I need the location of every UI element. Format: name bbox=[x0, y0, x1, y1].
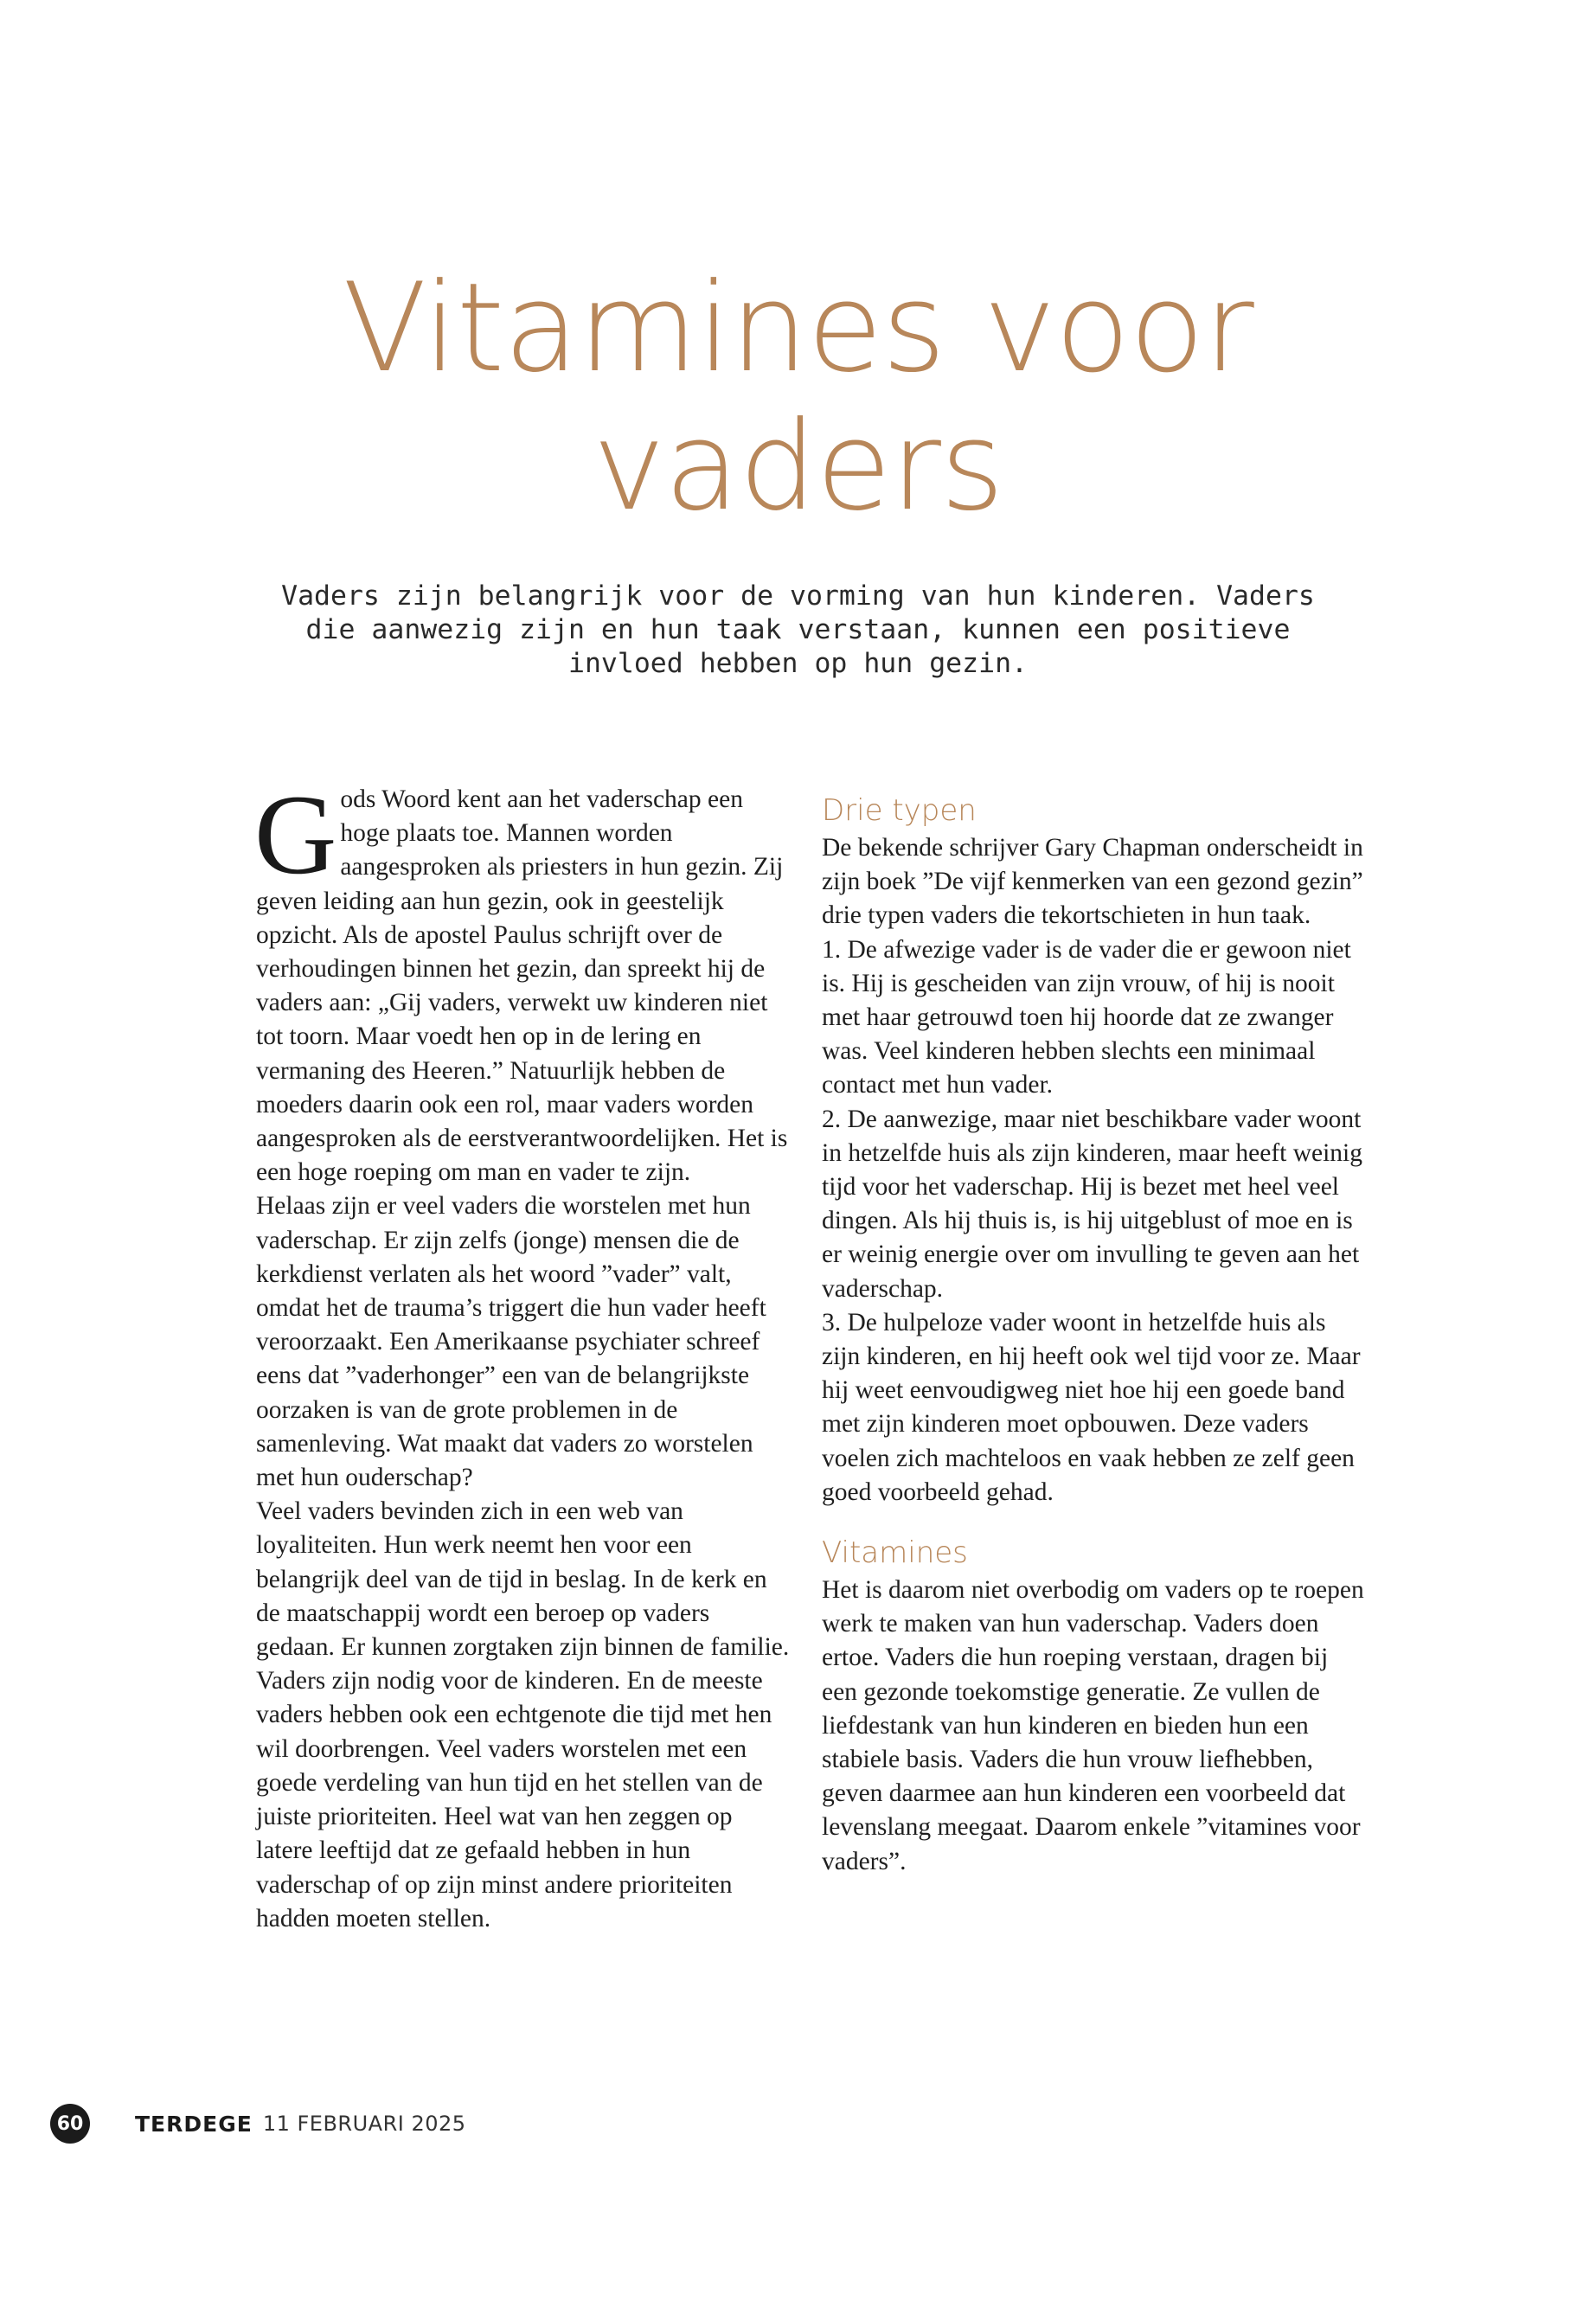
body-paragraph-2: Helaas zijn er veel vaders die worstelen met hun vaderschap. Er zijn zelfs (jonge) mensen die de kerkdienst verlaten als het woord ”vader” valt, omdat het de trauma’s triggert die hun vader heeft veroorzaakt. Een Amerikaanse psychiater schreef eens dat ”vaderhonger” een van de belangrijkste oorzaken is van de grote problemen in de samenleving. Wat maakt dat vaders zo worstelen met hun ouderschap? bbox=[256, 1192, 766, 1492]
list-item-hulpeloze-vader: 3. De hulpeloze vader woont in hetzelfde huis als zijn kinderen, en hij heeft ook wel tijd voor ze. Maar hij weet eenvoudigweg niet hoe hij een goede band met zijn kinderen moet opbouwen. Deze vaders voelen zich machteloos en vaak hebben ze zelf geen goed voorbeeld gehad. bbox=[822, 1308, 1361, 1506]
body-paragraph-3: Veel vaders bevinden zich in een web van loyaliteiten. Hun werk neemt hen voor een belangrijk deel van de tijd in beslag. In de kerk en de maatschappij wordt een beroep op vaders gedaan. Er kunnen zorgtaken zijn binnen de familie. Vaders zijn nodig voor de kinderen. En de meeste vaders hebben ook een echtgenote die tijd met hen wil doorbrengen. Veel vaders worstelen met een goede verdeling van hun tijd en het stellen van de juiste prioriteiten. Heel wat van hen zeggen op latere leeftijd dat ze gefaald hebben in hun vaderschap of op zijn minst andere prioriteiten hadden moeten stellen. bbox=[256, 1497, 790, 1932]
list-item-niet-beschikbare-vader: 2. De aanwezige, maar niet beschikbare vader woont in hetzelfde huis als zijn kinderen, maar heeft weinig tijd voor het vaderschap. Hij is bezet met heel veel dingen. Als hij thuis is, is hij uitgeblust of moe en is er weinig energie over om invulling te geven aan het vaderschap. bbox=[822, 1105, 1363, 1303]
drop-cap: G bbox=[254, 771, 337, 898]
body-paragraph-1-text: ods Woord kent aan het vaderschap een hoge plaats toe. Mannen worden aangesproken als priesters in hun gezin. Zij geven leiding aan hun gezin, ook in geestelijk opzicht. Als de apostel Paulus schrijft over de verhoudingen binnen het gezin, dan spreekt hij de vaders aan: „Gij vaders, verwekt uw kinderen niet tot toorn. Maar voedt hen op in de lering en vermaning des Heeren.” Natuurlijk hebben de moeders daarin ook een rol, maar vaders worden aangesproken als de eerstverantwoordelijken. Het is een hoge roeping om man en vader te zijn. bbox=[256, 785, 788, 1187]
subheading-vitamines: Vitamines bbox=[822, 1535, 968, 1571]
article-title-line-1: Vitamines voor bbox=[343, 257, 1253, 400]
left-column bbox=[254, 771, 791, 1936]
body-paragraph-5: Het is daarom niet overbodig om vaders op te roepen werk te maken van hun vaderschap. Vaders doen ertoe. Vaders die hun roeping verstaan, dragen bij een gezonde toekomstige generatie. Ze vullen de liefdestank van hun kinderen en bieden hun een stabiele basis. Vaders die hun vrouw liefhebben, geven daarmee aan hun kinderen een voorbeeld dat levenslang meegaat. Daarom enkele ”vitamines voor vaders”. bbox=[822, 1576, 1364, 1875]
body-paragraph-4: De bekende schrijver Gary Chapman onderscheidt in zijn boek ”De vijf kenmerken van een gezond gezin” drie typen vaders die tekortschieten in hun taak. bbox=[822, 834, 1363, 930]
page-footer bbox=[50, 2104, 466, 2144]
article-title-line-2: vaders bbox=[593, 395, 1003, 538]
list-item-afwezige-vader: 1. De afwezige vader is de vader die er gewoon niet is. Hij is gescheiden van zijn vrouw, of hij is nooit met haar getrouwd toen hij hoorde dat ze zwanger was. Veel kinderen hebben slechts een minimaal contact met hun vader. bbox=[822, 935, 1351, 1099]
article-intro: Vaders zijn belangrijk voor de vorming van hun kinderen. Vaders die aanwezig zijn en hun taak verstaan, kunnen een positieve invloed hebben op hun gezin. bbox=[281, 580, 1315, 679]
article-title bbox=[0, 257, 1596, 538]
magazine-brand: TERDEGE bbox=[135, 2111, 253, 2137]
subheading-drie-typen: Drie typen bbox=[822, 793, 977, 828]
right-column bbox=[822, 792, 1367, 1879]
body-paragraph-1 bbox=[254, 771, 791, 1189]
page-number-badge: 60 bbox=[50, 2104, 90, 2144]
issue-date: 11 FEBRUARI 2025 bbox=[262, 2112, 466, 2136]
